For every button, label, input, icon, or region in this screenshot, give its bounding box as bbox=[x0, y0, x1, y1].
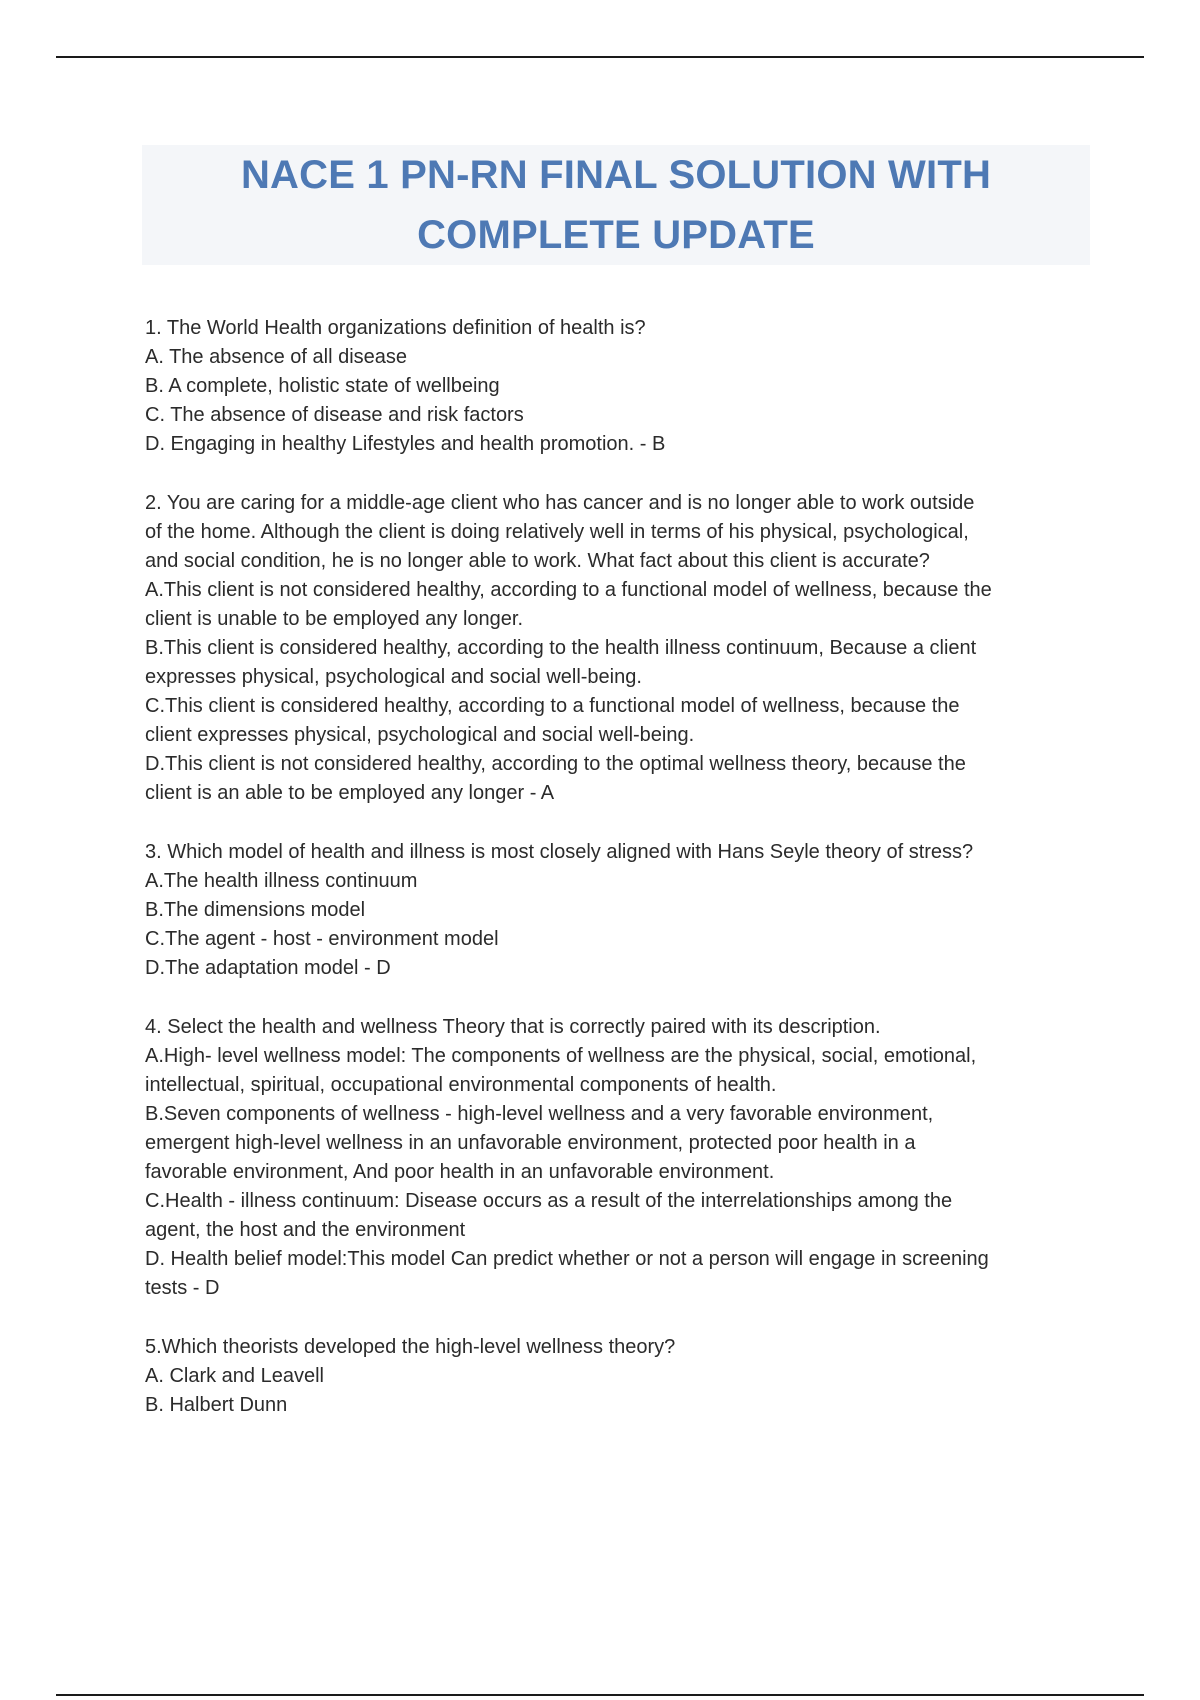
answer-line: of the home. Although the client is doing relatively well in terms of his physical, psychological, bbox=[145, 521, 969, 543]
answer-line: favorable environment, And poor health in an unfavorable environment. bbox=[145, 1161, 775, 1183]
answer-line: D. Engaging in healthy Lifestyles and health promotion. - B bbox=[145, 433, 666, 455]
title-banner bbox=[142, 145, 1090, 265]
answer-line: A. The absence of all disease bbox=[145, 346, 408, 368]
document-title-line-1: NACE 1 PN-RN FINAL SOLUTION WITH bbox=[240, 153, 992, 197]
answer-line: A.High- level wellness model: The components of wellness are the physical, social, emotional, bbox=[145, 1045, 977, 1067]
document-title-line-2: COMPLETE UPDATE bbox=[417, 213, 815, 257]
answer-line: D. Health belief model:This model Can predict whether or not a person will engage in screening bbox=[145, 1248, 989, 1270]
answer-line: B.Seven components of wellness - high-level wellness and a very favorable environment, bbox=[145, 1103, 934, 1125]
question-text: 5.Which theorists developed the high-level wellness theory? bbox=[145, 1336, 676, 1358]
answer-line: D.This client is not considered healthy, according to the optimal wellness theory, because the bbox=[145, 753, 966, 775]
question-text: 3. Which model of health and illness is most closely aligned with Hans Seyle theory of stress? bbox=[145, 841, 974, 863]
answer-line: intellectual, spiritual, occupational environmental components of health. bbox=[145, 1074, 777, 1096]
answer-line: C.The agent - host - environment model bbox=[145, 928, 499, 950]
question-block bbox=[145, 1333, 1095, 1420]
answer-line: A. Clark and Leavell bbox=[145, 1365, 324, 1387]
answer-line: D.The adaptation model - D bbox=[145, 957, 391, 979]
answer-line: client is an able to be employed any longer - A bbox=[145, 782, 555, 804]
question-block bbox=[145, 1013, 1095, 1303]
answer-line: and social condition, he is no longer able to work. What fact about this client is accurate? bbox=[145, 550, 930, 572]
header-rule bbox=[56, 56, 1144, 58]
question-block bbox=[145, 314, 1095, 459]
answer-line: B.The dimensions model bbox=[145, 899, 366, 921]
question-block bbox=[145, 489, 1095, 808]
answer-line: B. Halbert Dunn bbox=[145, 1394, 288, 1416]
answer-line: C. The absence of disease and risk factors bbox=[145, 404, 524, 426]
answer-line: B.This client is considered healthy, according to the health illness continuum, Because a client bbox=[145, 637, 977, 659]
answer-line: C.Health - illness continuum: Disease occurs as a result of the interrelationships among the bbox=[145, 1190, 953, 1212]
question-text: 1. The World Health organizations definition of health is? bbox=[145, 317, 646, 339]
answer-line: emergent high-level wellness in an unfavorable environment, protected poor health in a bbox=[145, 1132, 916, 1154]
answer-line: client expresses physical, psychological and social well-being. bbox=[145, 724, 695, 746]
answer-line: A.This client is not considered healthy, according to a functional model of wellness, because the bbox=[145, 579, 992, 601]
question-text: 4. Select the health and wellness Theory that is correctly paired with its description. bbox=[145, 1016, 881, 1038]
answer-line: C.This client is considered healthy, according to a functional model of wellness, because the bbox=[145, 695, 960, 717]
question-list bbox=[145, 314, 1095, 1450]
answer-line: tests - D bbox=[145, 1277, 220, 1299]
answer-line: client is unable to be employed any longer. bbox=[145, 608, 524, 630]
question-text: 2. You are caring for a middle-age client who has cancer and is no longer able to work outside bbox=[145, 492, 975, 514]
answer-line: expresses physical, psychological and social well-being. bbox=[145, 666, 642, 688]
question-block bbox=[145, 838, 1095, 983]
answer-line: A.The health illness continuum bbox=[145, 870, 418, 892]
footer-rule bbox=[56, 1694, 1144, 1696]
answer-line: agent, the host and the environment bbox=[145, 1219, 466, 1241]
answer-line: B. A complete, holistic state of wellbeing bbox=[145, 375, 500, 397]
